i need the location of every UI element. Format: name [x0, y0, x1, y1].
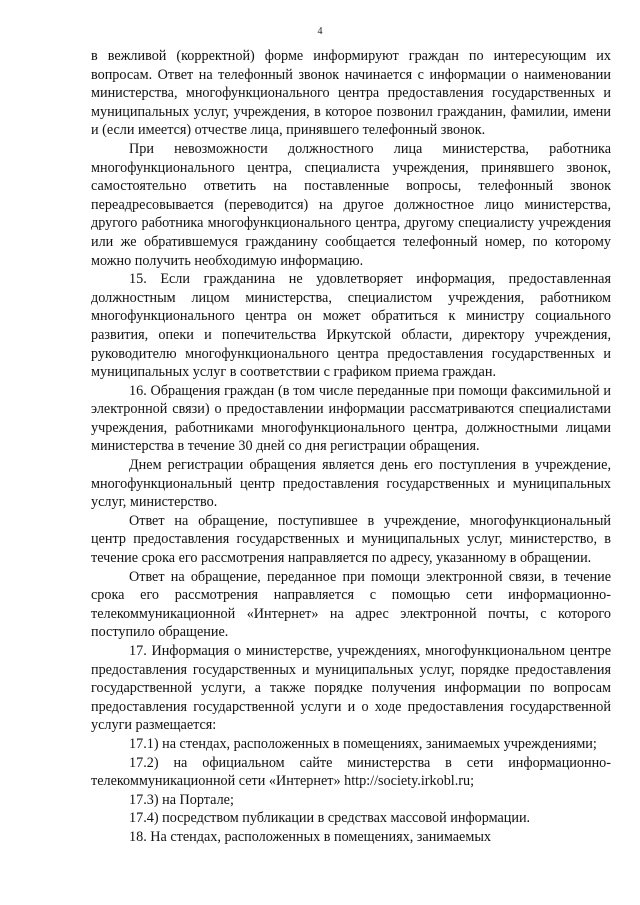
paragraph: 17.3) на Портале;	[129, 791, 234, 808]
paragraph: в вежливой (корректной) форме информируют граждан по интересующим их вопросам. Ответ на телефонный звонок начинается с информации о наименовании министерства, многофункционального центра предоставления государственных и муниципальных услуг, учреждения, в которое позвонил гражданин, фамилии, имени и (если имеется) отчестве лица, принявшего телефонный звонок.	[91, 48, 611, 139]
paragraph: 16. Обращения граждан (в том числе переданные при помощи факсимильной и электронной связи) о предоставлении информации рассматриваются специалистами учреждения, работниками многофункционального центра, должностными лицами министерства в течение 30 дней со дня регистрации обращения.	[91, 382, 611, 455]
paragraph: Ответ на обращение, переданное при помощи электронной связи, в течение срока его рассмотрения направляется с помощью сети информационно-телекоммуникационной «Интернет» на адрес электронной почты, с которого поступило обращение.	[91, 568, 611, 641]
paragraph: 17.4) посредством публикации в средствах массовой информации.	[129, 810, 531, 827]
paragraph: Ответ на обращение, поступившее в учреждение, многофункциональный центр предоставления государственных и муниципальных услуг, министерство, в течение срока его рассмотрения направляется по адресу, указанному в обращении.	[91, 512, 611, 567]
paragraph: 17.2) на официальном сайте министерства в сети информационно-телекоммуникационной сети «Интернет» http://society.irkobl.ru;	[91, 754, 611, 790]
paragraph: 15. Если гражданина не удовлетворяет информация, предоставленная должностным лицом министерства, специалистом учреждения, работником многофункционального центра он может обратиться к министру социального развития, опеки и попечительства Иркутской области, директору учреждения, руководителю многофункционального центра предоставления государственных и муниципальных услуг в соответствии с графиком приема граждан.	[91, 271, 611, 381]
page-number: 4	[317, 26, 323, 37]
document-body	[91, 47, 611, 847]
paragraph: При невозможности должностного лица министерства, работника многофункционального центра, специалиста учреждения, принявшего звонок, самостоятельно ответить на поставленные вопросы, телефонный звонок переадресовывается (переводится) на другое должностное лицо министерства, другого работника многофункционального центра, другому специалисту учреждения или же обратившемуся гражданину сообщается телефонный номер, по которому можно получить необходимую информацию.	[91, 140, 611, 269]
paragraph: Днем регистрации обращения является день его поступления в учреждение, многофункциональный центр предоставления государственных и муниципальных услуг, министерство.	[91, 457, 611, 511]
paragraph: 17. Информация о министерстве, учреждениях, многофункциональном центре предоставления государственных и муниципальных услуг, порядке предоставления государственной услуги, а также порядке получения информации по вопросам предоставления государственной услуги и о ходе предоставления государственной услуги размещается:	[91, 643, 611, 734]
paragraph: 18. На стендах, расположенных в помещениях, занимаемых	[129, 828, 491, 845]
paragraph: 17.1) на стендах, расположенных в помещениях, занимаемых учреждениями;	[129, 735, 597, 752]
